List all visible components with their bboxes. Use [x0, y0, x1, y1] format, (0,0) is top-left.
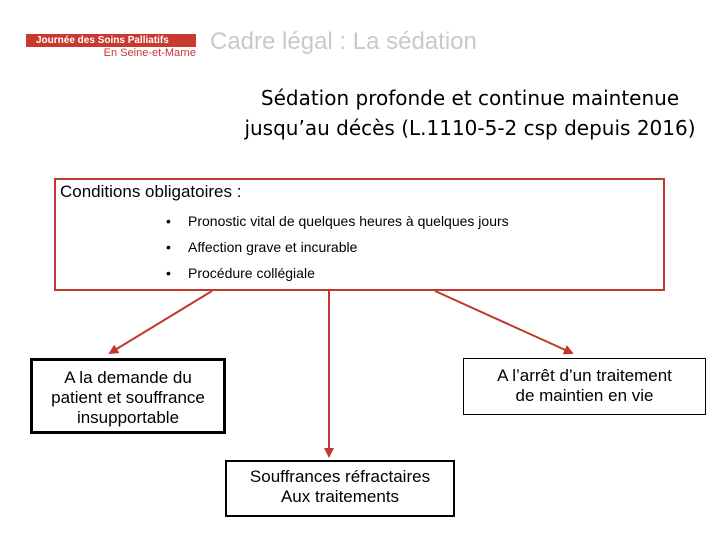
list-item	[166, 213, 509, 239]
subtitle-line-2: jusqu’au décès (L.1110-5-2 csp depuis 2016)	[244, 116, 696, 140]
list-item	[166, 239, 509, 265]
arrow-to-left	[110, 291, 212, 353]
outcome-right-line-1: A l’arrêt d’un traitement	[497, 366, 672, 385]
outcome-bottom-box	[225, 460, 455, 517]
conditions-box	[54, 178, 665, 291]
condition-text: Procédure collégiale	[188, 265, 315, 281]
outcome-right-box	[463, 358, 706, 415]
logo-title: Journée des Soins Palliatifs	[26, 34, 196, 47]
outcome-left-line-3: insupportable	[76, 408, 180, 427]
arrow-to-right	[435, 291, 572, 353]
slide-title: Cadre légal : La sédation	[210, 28, 477, 55]
bullet-icon: •	[166, 213, 171, 229]
outcome-right-line-2: de maintien en vie	[515, 386, 654, 405]
outcome-bottom-line-1: Souffrances réfractaires	[249, 467, 431, 486]
outcome-left-box	[30, 358, 226, 434]
conditions-list	[166, 213, 509, 291]
subtitle-line-1: Sédation profonde et continue maintenue	[260, 86, 680, 110]
bullet-icon: •	[166, 265, 171, 281]
outcome-bottom-line-2: Aux traitements	[280, 487, 400, 506]
outcome-left-line-2: patient et souffrance	[51, 388, 205, 407]
bullet-icon: •	[166, 239, 171, 255]
conditions-heading: Conditions obligatoires :	[60, 182, 242, 201]
condition-text: Affection grave et incurable	[188, 239, 358, 255]
logo-subtitle: En Seine-et-Marne	[103, 47, 196, 59]
outcome-left-line-1: A la demande du	[64, 368, 192, 387]
condition-text: Pronostic vital de quelques heures à quelques jours	[188, 213, 509, 229]
list-item	[166, 265, 509, 291]
